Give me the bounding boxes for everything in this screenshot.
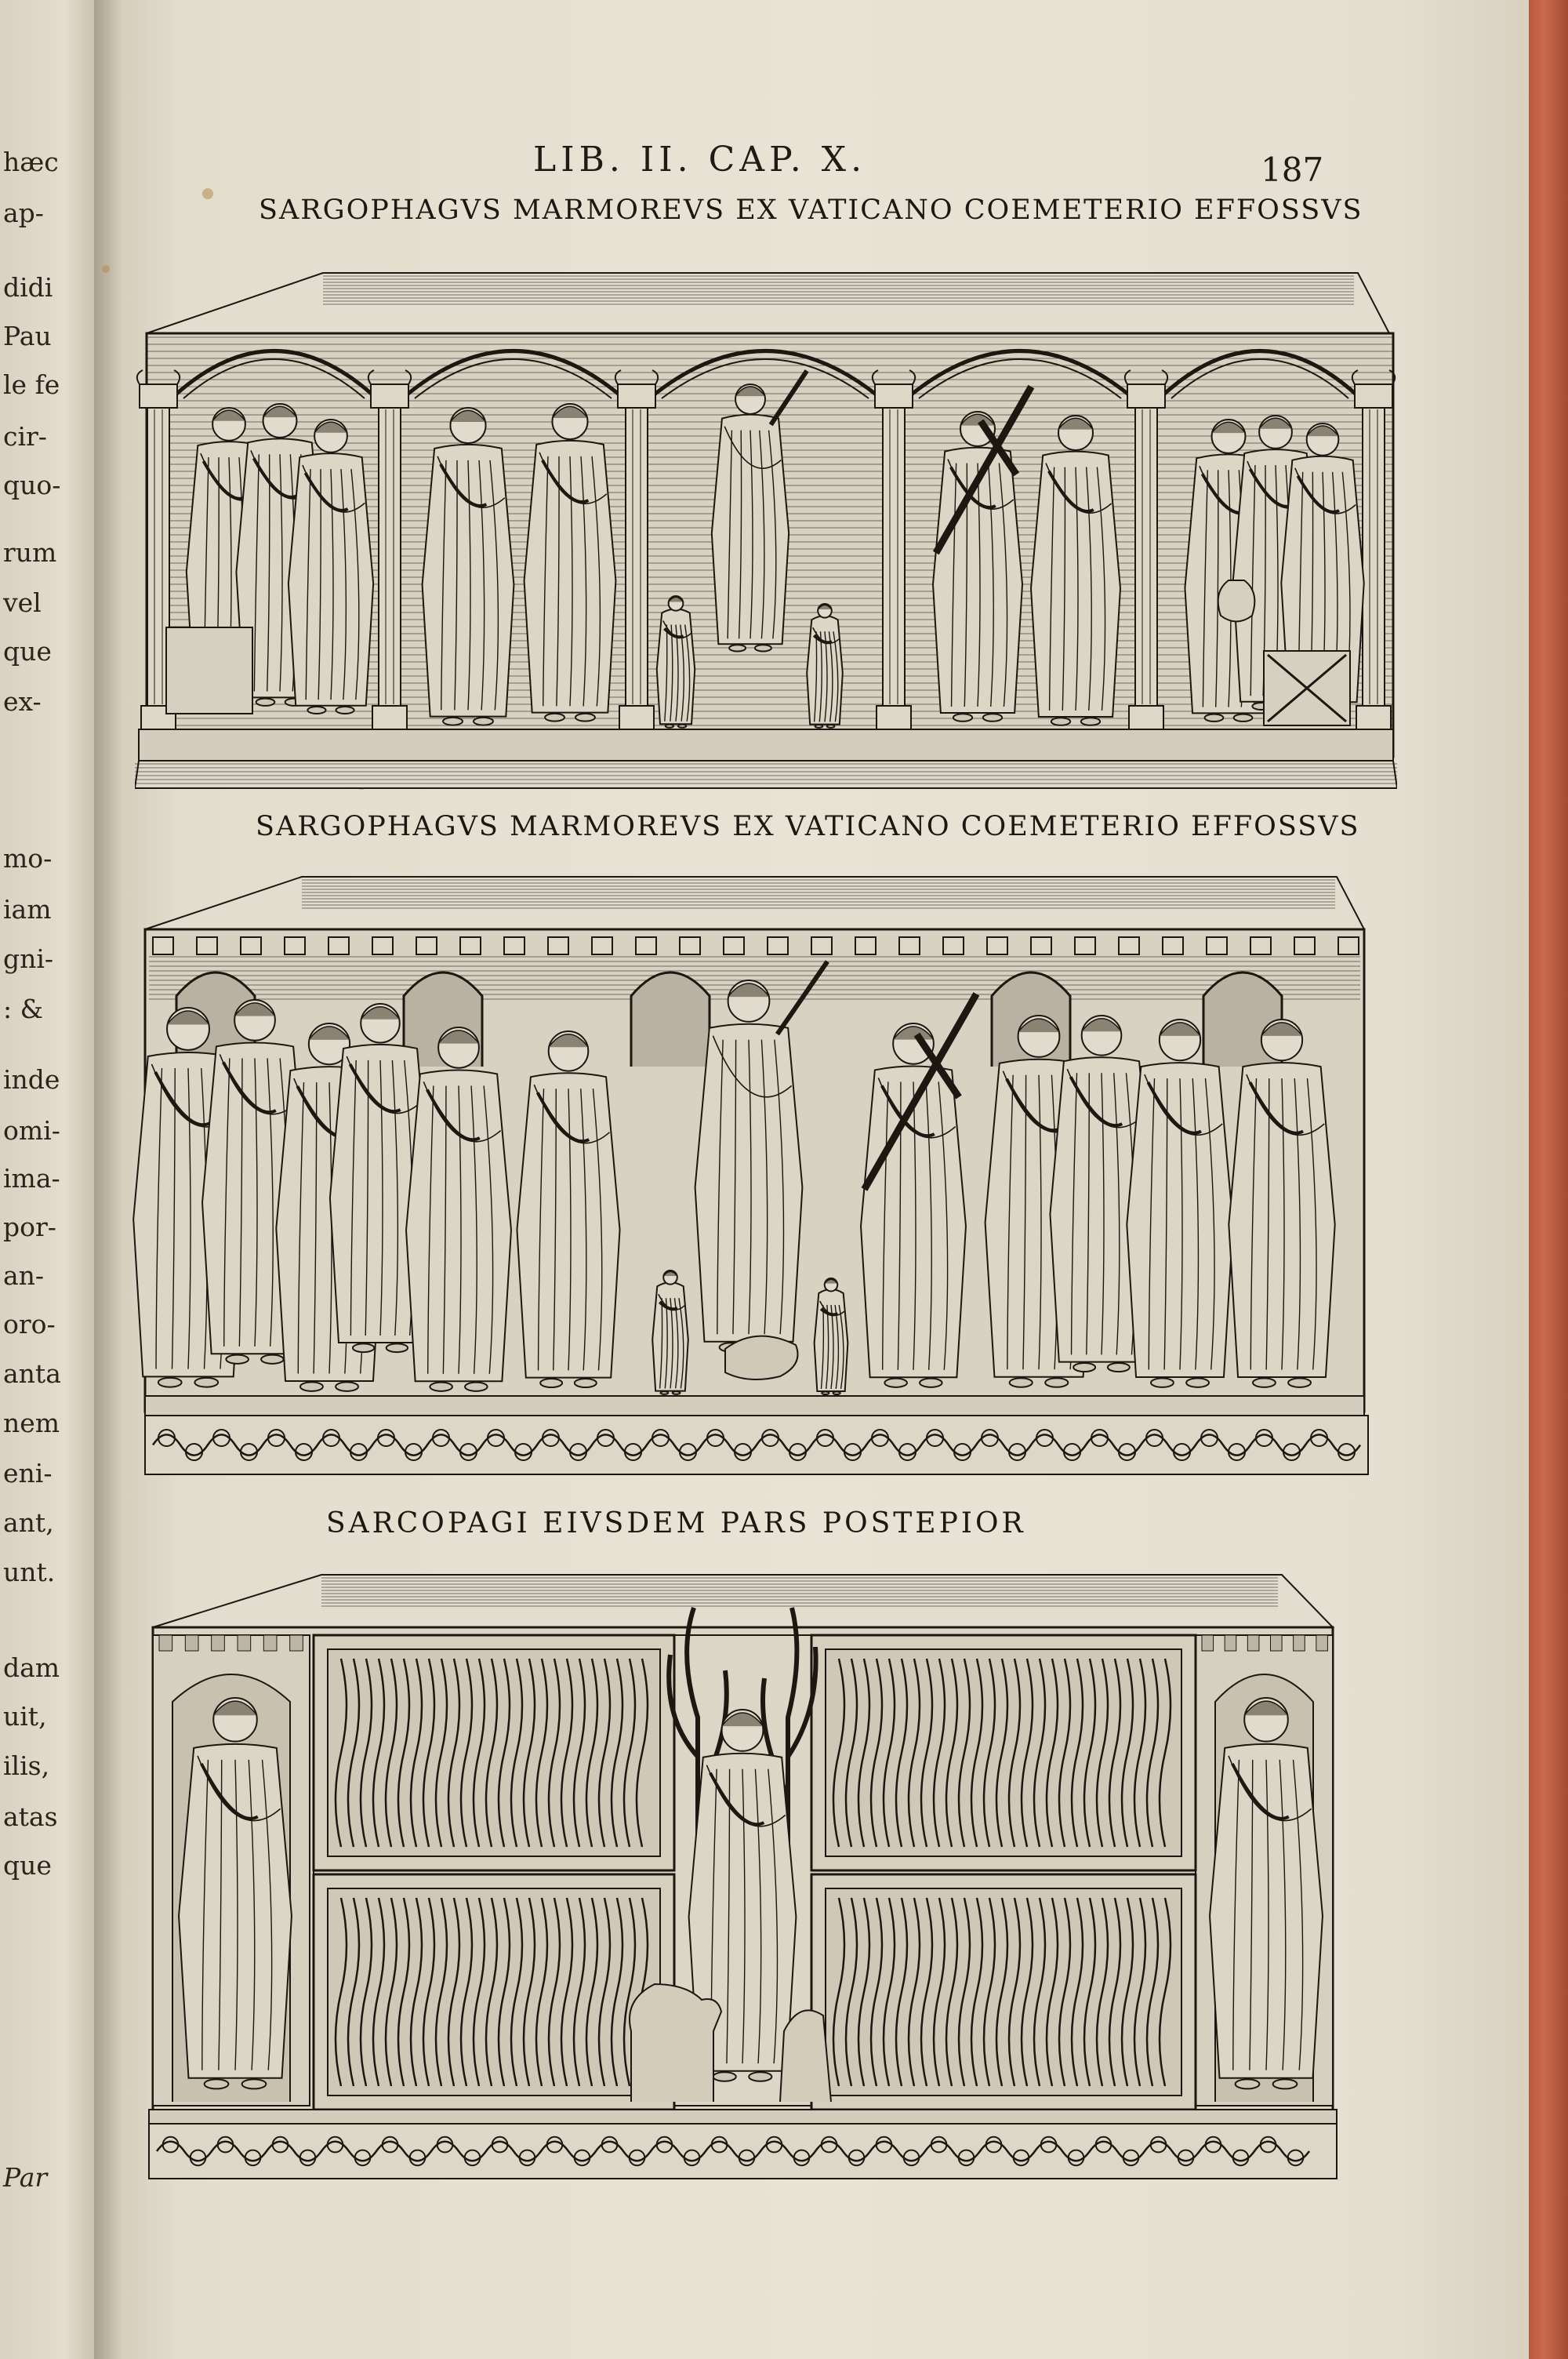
crenellation xyxy=(1247,1635,1259,1651)
crenellation xyxy=(263,1635,277,1651)
sarcophagus-arcade-drawing xyxy=(135,259,1397,792)
plinth xyxy=(149,2110,1337,2124)
sheep xyxy=(630,1984,721,2102)
crenellation xyxy=(1294,1635,1305,1651)
margin-text-fragment: ex- xyxy=(3,686,42,717)
relief-figure xyxy=(406,1027,511,1391)
crenellation xyxy=(1225,1635,1236,1651)
sarcophagus-city-gate-drawing xyxy=(129,863,1376,1482)
relief-figure xyxy=(657,596,695,728)
crenellation xyxy=(1202,1635,1214,1651)
margin-text-fragment: : & xyxy=(3,994,43,1024)
margin-text-fragment: gni- xyxy=(3,943,54,974)
relief-figure xyxy=(815,1278,848,1394)
margin-text-fragment: uit, xyxy=(3,1701,47,1732)
margin-text-fragment: dam xyxy=(3,1652,60,1683)
relief-figure xyxy=(524,404,616,722)
margin-text-fragment: cir- xyxy=(3,421,47,452)
margin-text-fragment: vel xyxy=(3,587,42,618)
margin-text-fragment: anta xyxy=(3,1358,61,1389)
relief-figure xyxy=(423,408,514,725)
strigil-panel-inner xyxy=(328,1888,660,2095)
vine-scroll-frieze xyxy=(149,2124,1337,2179)
caption-middle-sarcophagus: SARGOPHAGVS MARMOREVS EX VATICANO COEMETERIO EFFOSSVS xyxy=(256,811,1360,842)
margin-text-fragment: oro- xyxy=(3,1309,56,1339)
vine-scroll-frieze xyxy=(145,1416,1368,1474)
relief-figure xyxy=(807,604,843,728)
foxing-stain xyxy=(102,265,110,273)
margin-text-fragment: Par xyxy=(3,2162,48,2193)
margin-text-fragment: omi- xyxy=(3,1115,60,1146)
page-number: 187 xyxy=(1261,151,1324,189)
sarcophagus-rear-drawing xyxy=(129,1561,1360,2188)
margin-text-fragment: iam xyxy=(3,894,52,925)
running-head: LIB. II. CAP. X. xyxy=(533,140,867,180)
crenellation xyxy=(290,1635,303,1651)
margin-text-fragment: didi xyxy=(3,272,53,303)
engraving-sarcophagus-arcade xyxy=(135,259,1397,792)
gate-arch xyxy=(631,972,710,1067)
margin-text-fragment: ap- xyxy=(3,198,44,228)
engraving-sarcophagus-rear xyxy=(129,1561,1360,2188)
relief-figure xyxy=(289,420,373,714)
caption-top-sarcophagus: SARGOPHAGVS MARMOREVS EX VATICANO COEMETERIO EFFOSSVS xyxy=(259,194,1363,226)
engraving-sarcophagus-city-gate xyxy=(129,863,1376,1482)
page-edge xyxy=(1529,0,1568,2359)
margin-text-fragment: unt. xyxy=(3,1557,56,1587)
margin-text-fragment: rum xyxy=(3,537,57,568)
sheep xyxy=(780,2010,831,2102)
plinth xyxy=(145,1396,1364,1416)
margin-text-fragment: inde xyxy=(3,1064,60,1095)
niche-figure-right xyxy=(1210,1698,1323,2088)
relief-figure xyxy=(1229,1020,1334,1387)
relief-figure xyxy=(1031,416,1120,725)
lid-top xyxy=(153,1575,1333,1627)
ground-ledge xyxy=(135,761,1397,788)
margin-text-fragment: atas xyxy=(3,1801,58,1832)
stone-seat xyxy=(166,627,252,714)
margin-text-fragment: Pau xyxy=(3,321,52,351)
relief-figure xyxy=(517,1031,619,1387)
caption-rear-sarcophagus: SARCOPAGI EIVSDEM PARS POSTEPIOR xyxy=(326,1507,1026,1539)
crenellation xyxy=(212,1635,225,1651)
relief-figure xyxy=(1127,1020,1232,1387)
margin-text-fragment: ant, xyxy=(3,1507,54,1538)
margin-text-fragment: mo- xyxy=(3,843,53,874)
crenellation xyxy=(1316,1635,1328,1651)
crenellation xyxy=(1271,1635,1283,1651)
margin-text-fragment: le fe xyxy=(3,369,60,400)
margin-text-fragment: an- xyxy=(3,1260,45,1291)
amphora xyxy=(1218,580,1255,622)
margin-text-fragment: quo- xyxy=(3,470,61,500)
crenellation xyxy=(185,1635,198,1651)
margin-text-fragment: nem xyxy=(3,1408,60,1438)
foxing-stain xyxy=(202,188,213,199)
margin-text-fragment: por- xyxy=(3,1212,56,1242)
niche-figure-left xyxy=(179,1698,292,2088)
margin-text-fragment: hæc xyxy=(3,147,59,177)
margin-text-fragment: eni- xyxy=(3,1458,53,1488)
relief-figure xyxy=(652,1270,688,1394)
plinth xyxy=(139,729,1393,761)
margin-text-fragment: que xyxy=(3,1850,52,1881)
strigil-panel-inner xyxy=(328,1649,660,1856)
margin-text-fragment: ima- xyxy=(3,1163,60,1194)
crenellation xyxy=(159,1635,172,1651)
lambs-group xyxy=(725,1336,798,1379)
lid-top xyxy=(145,877,1364,929)
crenellation xyxy=(238,1635,251,1651)
margin-text-fragment: que xyxy=(3,636,52,667)
margin-text-fragment: ilis, xyxy=(3,1750,50,1781)
